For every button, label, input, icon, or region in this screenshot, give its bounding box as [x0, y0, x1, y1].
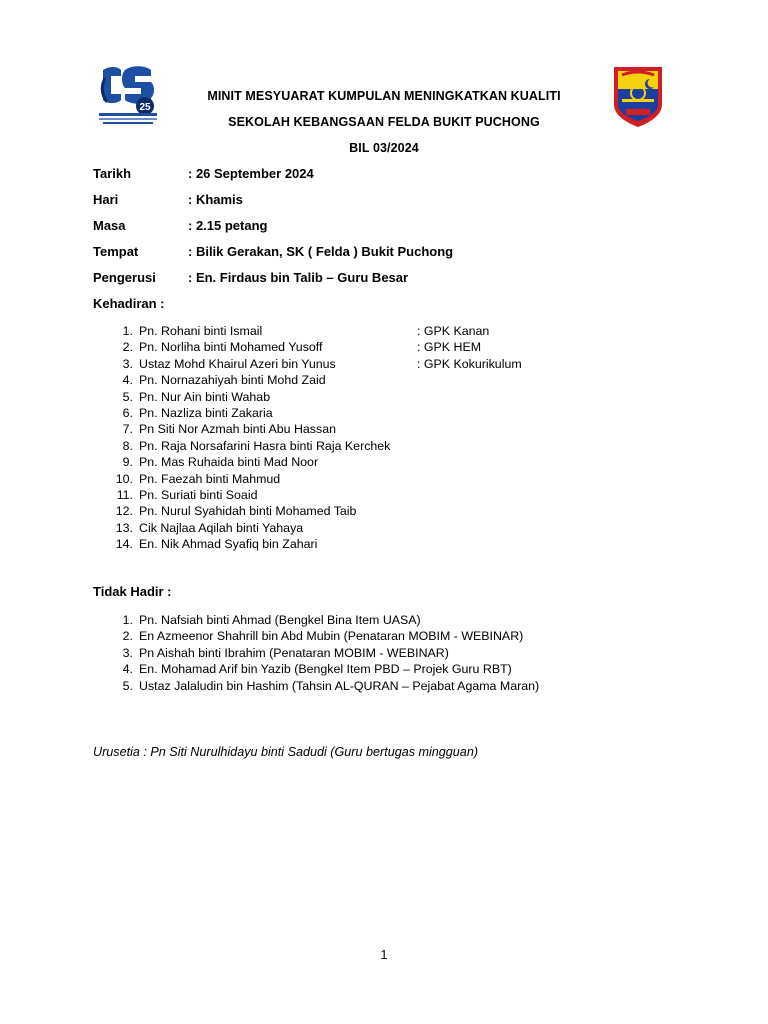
list-item — [93, 487, 653, 503]
list-item — [93, 520, 653, 536]
list-item — [93, 454, 653, 470]
school-name: SEKOLAH KEBANGSAAN FELDA BUKIT PUCHONG — [228, 115, 540, 129]
meta-value: : En. Firdaus bin Talib – Guru Besar — [188, 270, 409, 285]
meta-label: Masa — [93, 218, 126, 233]
school-crest-icon — [612, 65, 664, 129]
absentee-name: En Azmeenor Shahrill bin Abd Mubin (Penataran MOBIM - WEBINAR) — [139, 629, 524, 644]
list-item — [93, 389, 653, 405]
item-number: 1. — [122, 324, 133, 338]
list-item — [93, 438, 653, 454]
list-item — [93, 536, 653, 552]
list-item — [93, 678, 653, 694]
meta-value: : Khamis — [188, 192, 243, 207]
list-item — [93, 471, 653, 487]
attendee-name: Pn Siti Nor Azmah binti Abu Hassan — [139, 422, 336, 437]
item-number: 7. — [122, 422, 133, 437]
absentee-name: Ustaz Jalaludin bin Hashim (Tahsin AL-QURAN – Pejabat Agama Maran) — [139, 678, 540, 693]
attendee-role: : GPK HEM — [417, 340, 482, 355]
absentee-name: En. Mohamad Arif bin Yazib (Bengkel Item PBD – Projek Guru RBT) — [139, 662, 512, 677]
attendee-name: Pn. Nazliza binti Zakaria — [139, 405, 273, 420]
attendee-name: Pn. Mas Ruhaida binti Mad Noor — [139, 455, 319, 470]
list-item — [93, 628, 653, 644]
item-number: 4. — [122, 373, 133, 388]
item-number: 14. — [115, 537, 133, 552]
meta-label: Pengerusi — [93, 270, 156, 285]
absence-list — [93, 612, 653, 694]
attendance-heading: Kehadiran : — [93, 296, 165, 311]
attendee-name: Ustaz Mohd Khairul Azeri bin Yunus — [139, 356, 336, 371]
attendee-name: Pn. Norliha binti Mohamed Yusoff — [139, 340, 323, 355]
logo-number: 25 — [139, 102, 151, 113]
list-item — [93, 503, 653, 519]
attendance-list — [93, 323, 653, 552]
attendee-name: Pn. Faezah binti Mahmud — [139, 471, 281, 486]
item-number: 12. — [115, 504, 133, 519]
item-number: 6. — [122, 405, 133, 420]
page-number: 1 — [380, 948, 388, 962]
attendee-name: Pn. Raja Norsafarini Hasra binti Raja Kerchek — [139, 438, 391, 453]
list-item — [93, 356, 653, 372]
attendee-role: : GPK Kokurikulum — [417, 356, 522, 371]
list-item — [93, 661, 653, 677]
attendee-name: Pn. Nur Ain binti Wahab — [139, 389, 271, 404]
meta-label: Hari — [93, 192, 119, 207]
item-number: 4. — [122, 662, 133, 677]
item-number: 11. — [116, 487, 133, 502]
meta-value: : Bilik Gerakan, SK ( Felda ) Bukit Puchong — [188, 244, 454, 259]
item-number: 3. — [122, 356, 133, 371]
attendee-role: : GPK Kanan — [417, 324, 490, 338]
meta-label: Tempat — [93, 244, 139, 259]
attendee-name: Pn. Suriati binti Soaid — [139, 487, 258, 502]
list-item — [93, 339, 653, 355]
item-number: 8. — [122, 438, 133, 453]
secretariat-note: Urusetia : Pn Siti Nurulhidayu binti Sadudi (Guru bertugas mingguan) — [93, 745, 479, 759]
absence-heading: Tidak Hadir : — [93, 584, 172, 599]
item-number: 2. — [122, 629, 133, 644]
list-item — [93, 612, 653, 628]
item-number: 2. — [122, 340, 133, 355]
item-number: 10. — [115, 471, 133, 486]
item-number: 9. — [122, 455, 133, 470]
list-item — [93, 323, 653, 339]
item-number: 5. — [122, 678, 133, 693]
meta-value: : 26 September 2024 — [188, 166, 314, 181]
list-item — [93, 372, 653, 388]
absentee-name: Pn Aishah binti Ibrahim (Penataran MOBIM - WEBINAR) — [139, 645, 449, 660]
item-number: 5. — [122, 389, 133, 404]
attendee-name: Pn. Nornazahiyah binti Mohd Zaid — [139, 373, 326, 388]
absentee-name: Pn. Nafsiah binti Ahmad (Bengkel Bina Item UASA) — [139, 613, 421, 627]
meta-label: Tarikh — [93, 166, 132, 181]
item-number: 3. — [122, 645, 133, 660]
list-item — [93, 645, 653, 661]
header-title: MINIT MESYUARAT KUMPULAN MENINGKATKAN KUALITI — [207, 89, 561, 103]
meeting-number: BIL 03/2024 — [349, 141, 419, 155]
list-item — [93, 405, 653, 421]
attendee-name: Pn. Rohani binti Ismail — [139, 324, 263, 338]
item-number: 13. — [115, 520, 133, 535]
meta-value: : 2.15 petang — [188, 218, 268, 233]
attendee-name: Cik Najlaa Aqilah binti Yahaya — [139, 520, 304, 535]
item-number: 1. — [122, 613, 133, 627]
attendee-name: En. Nik Ahmad Syafiq bin Zahari — [139, 537, 318, 552]
attendee-name: Pn. Nurul Syahidah binti Mohamed Taib — [139, 504, 357, 519]
list-item — [93, 421, 653, 437]
